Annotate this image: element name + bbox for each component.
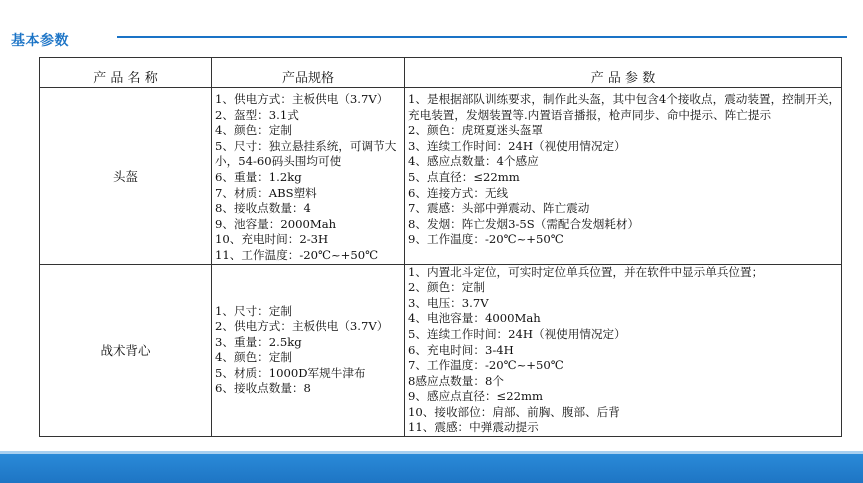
page-header-title: 基本参数 <box>11 33 69 49</box>
param-line: 1、是根据部队训练要求，制作此头盔，其中包含4个接收点，震动装置，控制开关，充电装置，发烟装置等.内置语音播报，枪声同步、命中提示、阵亡提示 <box>408 92 841 122</box>
param-line: 9、工作温度：-20℃~+50℃ <box>408 232 564 247</box>
spec-line: 1、尺寸：定制 <box>215 303 292 318</box>
param-line: 11、震感：中弹震动提示 <box>408 420 539 435</box>
param-line: 7、震感：头部中弹震动、阵亡震动 <box>408 201 590 216</box>
product-name: 战术背心 <box>40 264 212 437</box>
spec-line: 6、接收点数量：8 <box>215 381 311 396</box>
param-line: 6、充电时间：3-4H <box>408 342 514 357</box>
param-line: 1、内置北斗定位，可实时定位单兵位置，并在软件中显示单兵位置； <box>408 264 764 279</box>
param-line: 4、感应点数量：4个感应 <box>408 154 539 169</box>
spec-line: 2、供电方式：主板供电（3.7V） <box>215 319 389 334</box>
param-line: 5、连续工作时间：24H（视使用情况定） <box>408 326 626 341</box>
param-line: 6、连接方式：无线 <box>408 185 509 200</box>
param-line: 8、发烟：阵亡发烟3-5S（需配合发烟耗材） <box>408 216 640 231</box>
product-params-list <box>405 264 842 437</box>
table-header-row <box>40 58 842 88</box>
param-line: 2、颜色：虎斑夏迷头盔罩 <box>408 123 543 138</box>
param-line: 4、电池容量：4000Mah <box>408 311 541 326</box>
product-name: 头盔 <box>40 88 212 265</box>
table-row <box>40 88 842 265</box>
param-line: 9、感应点直径：≤22mm <box>408 389 543 404</box>
spec-line: 6、重量：1.2kg <box>215 169 302 184</box>
column-header-params: 产 品 参 数 <box>405 58 842 88</box>
spec-line: 4、颜色：定制 <box>215 123 292 138</box>
spec-line: 10、充电时间：2-3H <box>215 232 329 247</box>
table-row <box>40 264 842 437</box>
spec-line: 8、接收点数量：4 <box>215 201 311 216</box>
spec-line: 5、材质：1000D军规牛津布 <box>215 365 366 380</box>
column-header-spec: 产品规格 <box>212 58 405 88</box>
product-params-list <box>405 88 842 265</box>
product-spec-list <box>212 88 405 265</box>
product-spec-list <box>212 264 405 437</box>
footer-band <box>0 454 863 483</box>
param-line: 3、电压：3.7V <box>408 295 489 310</box>
column-header-name: 产 品 名 称 <box>40 58 212 88</box>
spec-line: 5、尺寸：独立悬挂系统，可调节大小，54-60码头围均可使 <box>215 138 397 169</box>
param-line: 7、工作温度：-20℃~+50℃ <box>408 358 564 373</box>
param-line: 8感应点数量：8个 <box>408 373 504 388</box>
param-line: 2、颜色：定制 <box>408 280 485 295</box>
spec-line: 9、池容量：2000Mah <box>215 216 337 231</box>
spec-line: 7、材质：ABS塑料 <box>215 185 317 200</box>
param-line: 5、点直径：≤22mm <box>408 169 520 184</box>
spec-line: 11、工作温度：-20℃~+50℃ <box>215 247 379 262</box>
spec-table <box>39 57 842 437</box>
spec-line: 3、重量：2.5kg <box>215 334 302 349</box>
param-line: 3、连续工作时间：24H（视使用情况定） <box>408 138 626 153</box>
header-rule <box>117 36 847 38</box>
spec-line: 2、盔型：3.1式 <box>215 107 299 122</box>
spec-line: 4、颜色：定制 <box>215 350 292 365</box>
param-line: 10、接收部位：肩部、前胸、腹部、后背 <box>408 404 620 419</box>
spec-line: 1、供电方式：主板供电（3.7V） <box>215 92 389 106</box>
